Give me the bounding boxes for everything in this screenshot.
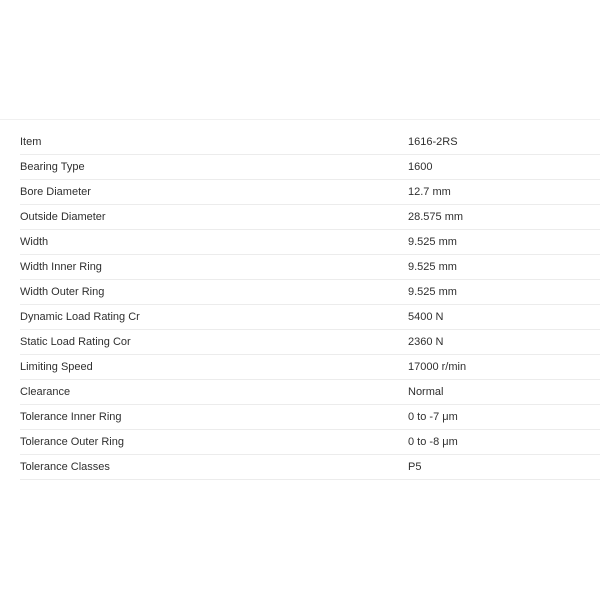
- spec-table: [20, 130, 600, 480]
- spec-row-bearing-type: [20, 155, 600, 180]
- spec-label: Width Inner Ring: [20, 261, 102, 273]
- spec-value: 12.7 mm: [408, 186, 451, 198]
- spec-value: 9.525 mm: [408, 286, 457, 298]
- top-divider: [0, 119, 600, 120]
- spec-row-static-load-rating: [20, 330, 600, 355]
- spec-value: 9.525 mm: [408, 236, 457, 248]
- spec-label: Tolerance Classes: [20, 461, 110, 473]
- spec-label: Width: [20, 236, 49, 248]
- spec-label: Tolerance Inner Ring: [20, 411, 122, 423]
- spec-row-tolerance-classes: [20, 455, 600, 480]
- spec-row-width: [20, 230, 600, 255]
- spec-value: 1600: [408, 161, 433, 173]
- spec-row-outside-diameter: [20, 205, 600, 230]
- spec-label: Width Outer Ring: [20, 286, 105, 298]
- spec-value: 0 to -7 μm: [408, 411, 458, 423]
- spec-row-tolerance-outer-ring: [20, 430, 600, 455]
- spec-row-tolerance-inner-ring: [20, 405, 600, 430]
- spec-label: Clearance: [20, 386, 71, 398]
- spec-value: 2360 N: [408, 336, 444, 348]
- spec-label: Tolerance Outer Ring: [20, 436, 124, 448]
- spec-value: 5400 N: [408, 311, 444, 323]
- spec-row-bore-diameter: [20, 180, 600, 205]
- spec-label: Item: [20, 136, 42, 148]
- spec-value: 28.575 mm: [408, 211, 464, 223]
- spec-row-dynamic-load-rating: [20, 305, 600, 330]
- spec-value: P5: [408, 461, 422, 473]
- spec-value: 0 to -8 μm: [408, 436, 458, 448]
- spec-label: Outside Diameter: [20, 211, 106, 223]
- spec-row-item: [20, 130, 600, 155]
- spec-label: Static Load Rating Cor: [20, 336, 131, 348]
- spec-label: Bore Diameter: [20, 186, 91, 198]
- spec-value: 17000 r/min: [408, 361, 467, 373]
- spec-row-width-outer-ring: [20, 280, 600, 305]
- spec-row-limiting-speed: [20, 355, 600, 380]
- spec-row-clearance: [20, 380, 600, 405]
- spec-value: 9.525 mm: [408, 261, 457, 273]
- spec-value: Normal: [408, 386, 444, 398]
- spec-label: Dynamic Load Rating Cr: [20, 311, 140, 323]
- spec-label: Bearing Type: [20, 161, 85, 173]
- spec-label: Limiting Speed: [20, 361, 93, 373]
- spec-value: 1616-2RS: [408, 136, 458, 148]
- spec-row-width-inner-ring: [20, 255, 600, 280]
